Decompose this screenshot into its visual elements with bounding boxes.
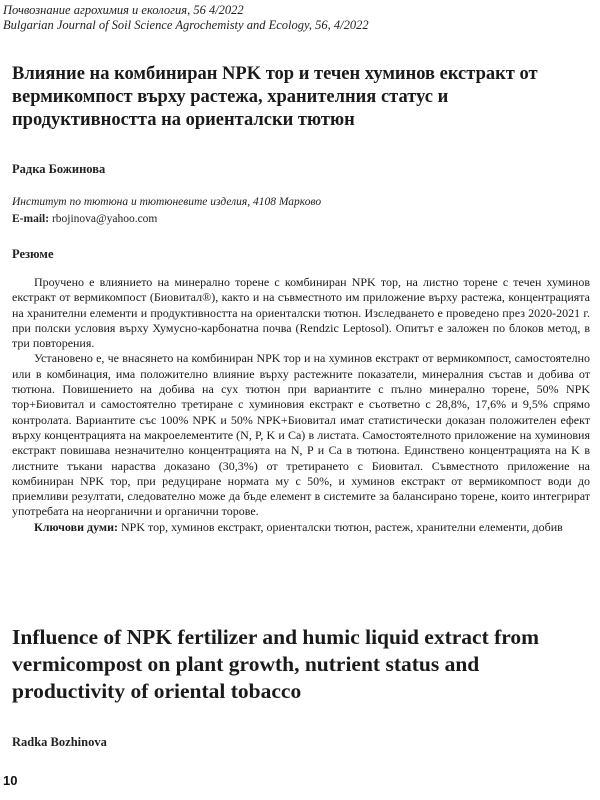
journal-name-en: Bulgarian Journal of Soil Science Agrochemisty and Ecology, 56, 4/2022 [3, 18, 369, 32]
article-title-en: Influence of NPK fertilizer and humic liquid extract from vermicompost on plant growth, nutrient status and productivity of oriental tobacco [12, 625, 540, 703]
author-name-en: Radka Bozhinova [12, 735, 107, 749]
journal-name-bg: Почвознание агрохимия и екология, 56 4/2022 [3, 3, 244, 17]
article-title-bg: Влияние на комбиниран NPK тор и течен хуминов екстракт от вермикомпост върху растежа, хранителния статус и продуктивността на ориенталски тютюн [12, 64, 538, 130]
abstract-body [12, 275, 590, 535]
author-name-bg: Радка Божинова [12, 162, 106, 176]
abstract-paragraph-1: Проучено е влиянието на минерално торене с комбиниран NPK тор, на листно торене с течен хуминов екстракт от вермикомпост (Биовитал®), както и на съвместното им приложение върху растежа, концентрацията на хранителни елементи и продуктивността на ориенталски тютюн. Изследването е проведено през 2020-2021 г. при полски условия върху Хумусно-карбонатна почва (Rendzic Leptosol). Опитът е заложен по блоков метод, в три повторения. [12, 275, 590, 351]
author-affiliation: Институт по тютюна и тютюневите изделия, 4108 Марково [12, 196, 322, 208]
page-number: 10 [3, 773, 18, 788]
keywords-text: NPK тор, хуминов екстракт, ориенталски тютюн, растеж, хранителни елементи, добив [121, 519, 563, 534]
keywords-paragraph [12, 520, 590, 535]
abstract-paragraph-2: Установено е, че внасянето на комбиниран NPK тор и на хуминов екстракт от вермикомпост, самостоятелно или в комбинация, има положително влияние върху растежните показатели, минералния състав и добива от тютюна. Повишението на добива на сух тютюн при вариантите с пълно минерално торене, 50% NPK тор+Биовитал и самостоятелно третиране с хуминовия екстракт е съответно с 28,8%, 17,6% и 9,5% спрямо контролата. Вариантите със 100% NPK и 50% NPK+Биовитал имат статистически доказан положителен ефект върху концентрацията на макроелементите (N, P, K и Ca) в листата. Самостоятелното приложение на хуминовия екстракт повишава незначително концентрацията на N, P и Ca в тютюна. Единствено концентрацията на K в листните тъкани нараства доказано (30,3%) от третирането с Биовитал. Съвместното приложение на комбиниран NPK тор, при редуциране нормата му с 50%, и хуминов екстракт от вермикомпост води до приемливи резултати, следователно може да бъде елемент в системите за балансирано торене, които интегрират употребата на неорганични и органични торове. [12, 351, 590, 519]
author-email-line [12, 213, 157, 225]
keywords-label: Ключови думи: [34, 519, 119, 534]
email-label: E-mail: [12, 213, 50, 225]
email-address: rbojinova@yahoo.com [51, 213, 158, 225]
abstract-heading: Резюме [12, 247, 54, 261]
